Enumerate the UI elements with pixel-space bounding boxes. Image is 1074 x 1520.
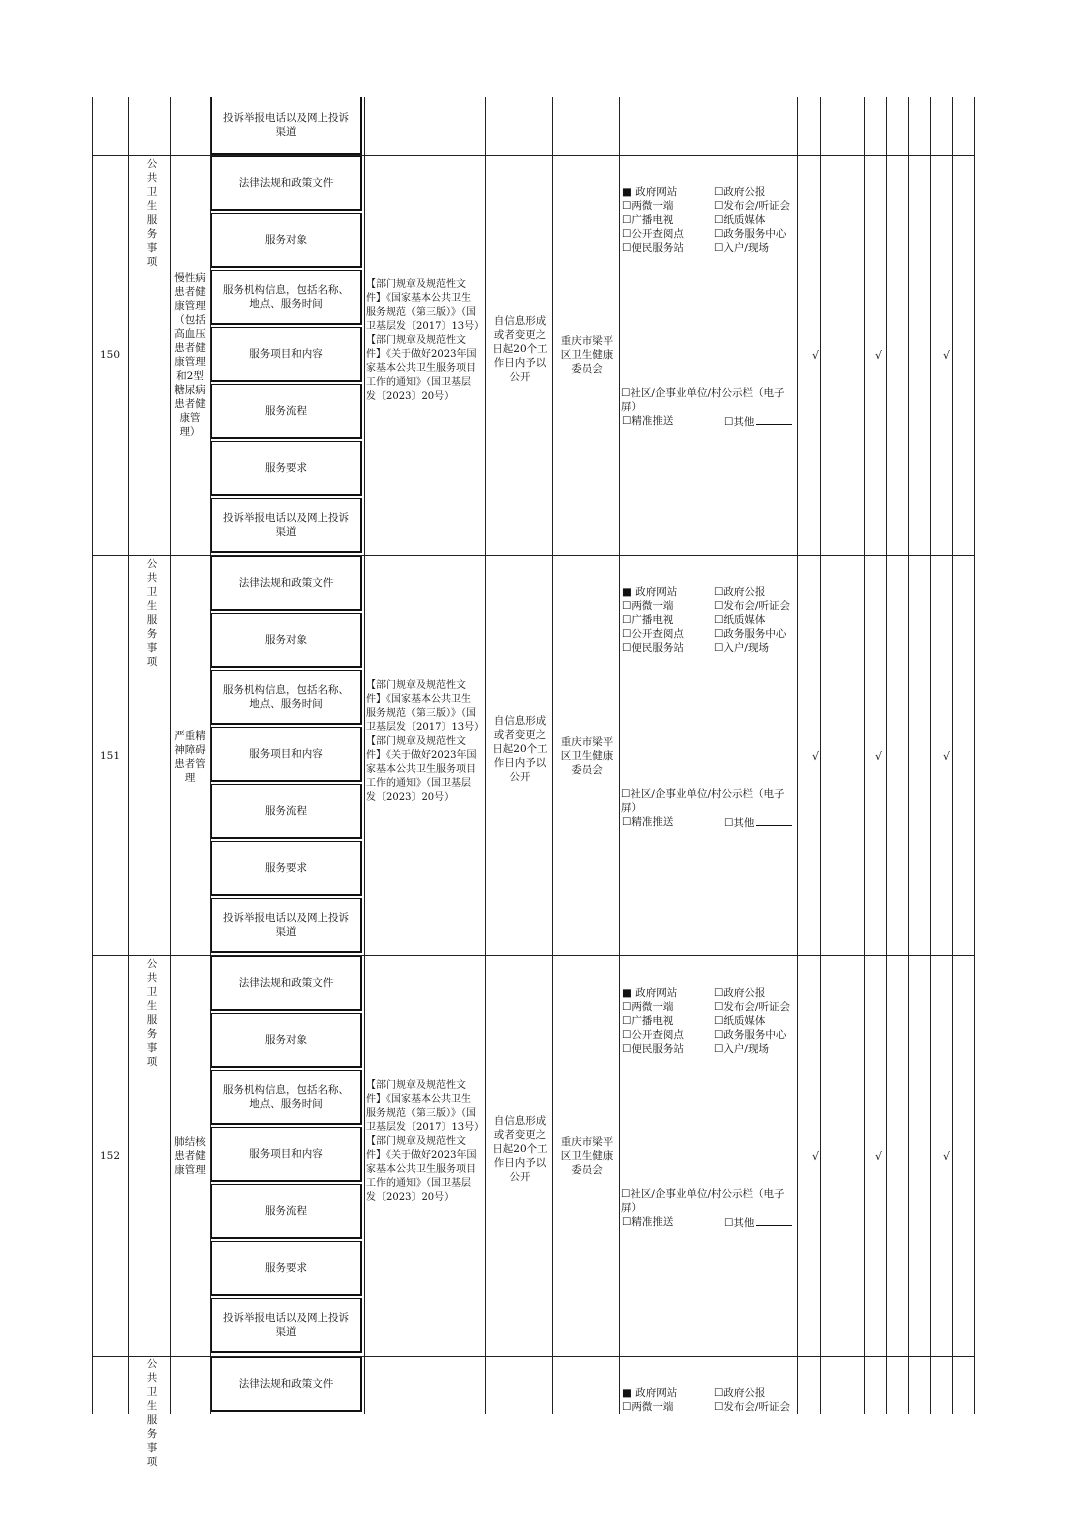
item-label: 法律法规和政策文件	[238, 977, 334, 989]
channel-press: ☐发布会/听证会	[714, 1001, 790, 1013]
item-label: 服务要求	[265, 1262, 307, 1274]
item-label: 服务流程	[265, 1205, 307, 1217]
grid-line	[170, 97, 171, 1414]
item-name: 慢性病患者健康管理（包括高血压患者健康管理和2型糖尿病患者健康管理）	[174, 272, 206, 438]
item-label: 法律法规和政策文件	[238, 177, 334, 189]
channel-paper: ☐纸质媒体	[714, 1015, 766, 1027]
channel-onsite: ☐入户/现场	[714, 1043, 769, 1055]
item-requirements	[211, 841, 362, 896]
item-requirements	[211, 441, 362, 496]
grid-line	[552, 97, 553, 1414]
channel-other-label: ☐其他	[724, 817, 755, 829]
channel-service-center: ☐政务服务中心	[714, 628, 787, 640]
item-label: 服务对象	[265, 1034, 307, 1046]
item-requirements	[211, 1241, 362, 1296]
item-org-info	[211, 670, 362, 725]
grid-line	[364, 97, 365, 1414]
time-limit: 自信息形成或者变更之日起20个工作日内予以公开	[492, 315, 548, 383]
channel-other	[724, 815, 792, 830]
grid-line	[974, 97, 975, 1414]
time-limit: 自信息形成或者变更之日起20个工作日内予以公开	[492, 715, 548, 783]
channel-other	[724, 1215, 792, 1230]
item-process	[211, 384, 362, 439]
channel-paper: ☐纸质媒体	[714, 614, 766, 626]
check-mark: √	[875, 750, 883, 763]
item-laws	[211, 156, 362, 211]
channel-gazette: ☐政府公报	[714, 987, 766, 999]
item-target	[211, 613, 362, 668]
legal-basis: 【部门规章及规范性文件】《国家基本公共卫生服务规范（第三版）》（国卫基层发〔2017〕13号）【部门规章及规范性文件】《关于做好2023年国家基本公共卫生服务项目工作的通知》（国卫基层发〔2023〕20号）	[366, 680, 480, 803]
grid-line	[820, 97, 821, 1414]
channel-reading: ☐公开查阅点	[622, 1029, 684, 1041]
channel-reading: ☐公开查阅点	[622, 228, 684, 240]
item-label: 服务机构信息，包括名称、地点、服务时间	[223, 284, 349, 310]
responsible-org: 重庆市梁平区卫生健康委员会	[560, 335, 614, 375]
channel-gov-site: ■ 政府网站	[622, 186, 678, 198]
item-label: 服务机构信息，包括名称、地点、服务时间	[223, 684, 349, 710]
category-label: 公共卫生服务事项	[146, 158, 158, 268]
check-mark: √	[943, 1150, 951, 1163]
channel-reading: ☐公开查阅点	[622, 628, 684, 640]
check-mark: √	[875, 349, 883, 362]
channel-precise: ☐精准推送	[622, 415, 674, 427]
channel-broadcast: ☐广播电视	[622, 1015, 674, 1027]
item-laws	[211, 956, 362, 1011]
item-label: 法律法规和政策文件	[238, 577, 334, 589]
item-name: 严重精神障碍患者管理	[174, 730, 206, 784]
item-label: 服务项目和内容	[249, 1148, 323, 1160]
grid-line	[797, 97, 798, 1414]
row-number: 152	[99, 1150, 121, 1162]
check-mark: √	[812, 750, 820, 763]
grid-line	[864, 97, 865, 1414]
check-mark: √	[812, 1150, 820, 1163]
fill-blank	[756, 815, 792, 826]
channel-press: ☐发布会/听证会	[714, 1401, 790, 1413]
item-label: 服务流程	[265, 805, 307, 817]
channel-onsite: ☐入户/现场	[714, 642, 769, 654]
channel-gazette: ☐政府公报	[714, 186, 766, 198]
item-label: 服务流程	[265, 405, 307, 417]
item-target	[211, 213, 362, 268]
item-label: 服务项目和内容	[249, 748, 323, 760]
item-laws	[211, 556, 362, 611]
channel-press: ☐发布会/听证会	[714, 200, 790, 212]
channel-community: ☐社区/企事业单位/村公示栏（电子屏）	[621, 387, 785, 413]
channel-service-center: ☐政务服务中心	[714, 228, 787, 240]
item-complaint	[211, 898, 362, 953]
grid-line	[886, 97, 887, 1414]
channel-onsite: ☐入户/现场	[714, 242, 769, 254]
channel-convenience: ☐便民服务站	[622, 1043, 684, 1055]
fill-blank	[756, 414, 792, 425]
item-project	[211, 327, 362, 382]
legal-basis: 【部门规章及规范性文件】《国家基本公共卫生服务规范（第三版）》（国卫基层发〔2017〕13号）【部门规章及规范性文件】《关于做好2023年国家基本公共卫生服务项目工作的通知》（国卫基层发〔2023〕20号）	[366, 1080, 480, 1203]
channel-other-label: ☐其他	[724, 416, 755, 428]
item-label: 服务机构信息，包括名称、地点、服务时间	[223, 1084, 349, 1110]
channel-two-micro: ☐两微一端	[622, 1001, 674, 1013]
channel-gov-site: ■ 政府网站	[622, 586, 678, 598]
grid-line	[908, 97, 909, 1414]
channel-two-micro: ☐两微一端	[622, 600, 674, 612]
channel-service-center: ☐政务服务中心	[714, 1029, 787, 1041]
channel-other-label: ☐其他	[724, 1217, 755, 1229]
item-label: 服务要求	[265, 462, 307, 474]
channel-community: ☐社区/企事业单位/村公示栏（电子屏）	[621, 1188, 785, 1214]
item-label: 服务对象	[265, 234, 307, 246]
item-complaint	[211, 97, 362, 155]
item-process	[211, 784, 362, 839]
channel-convenience: ☐便民服务站	[622, 242, 684, 254]
item-laws	[211, 1357, 362, 1412]
check-mark: √	[875, 1150, 883, 1163]
category-label: 公共卫生服务事项	[146, 1358, 158, 1468]
item-org-info	[211, 1070, 362, 1125]
channel-two-micro: ☐两微一端	[622, 1401, 674, 1413]
item-complaint	[211, 1298, 362, 1353]
responsible-org: 重庆市梁平区卫生健康委员会	[560, 736, 614, 776]
grid-line	[619, 97, 620, 1414]
channel-broadcast: ☐广播电视	[622, 214, 674, 226]
item-project	[211, 1127, 362, 1182]
item-label: 法律法规和政策文件	[238, 1378, 334, 1390]
item-label: 服务要求	[265, 862, 307, 874]
grid-line	[952, 97, 953, 1414]
grid-line	[930, 97, 931, 1414]
grid-line	[128, 97, 129, 1414]
item-label: 服务项目和内容	[249, 348, 323, 360]
channel-other	[724, 414, 792, 429]
channel-gov-site: ■ 政府网站	[622, 1387, 678, 1399]
item-process	[211, 1184, 362, 1239]
item-label: 投诉举报电话以及网上投诉渠道	[223, 1312, 349, 1338]
responsible-org: 重庆市梁平区卫生健康委员会	[560, 1136, 614, 1176]
row-number: 151	[99, 750, 121, 762]
channel-community: ☐社区/企事业单位/村公示栏（电子屏）	[621, 788, 785, 814]
legal-basis: 【部门规章及规范性文件】《国家基本公共卫生服务规范（第三版）》（国卫基层发〔2017〕13号）【部门规章及规范性文件】《关于做好2023年国家基本公共卫生服务项目工作的通知》（国卫基层发〔2023〕20号）	[366, 279, 480, 402]
channel-gov-site: ■ 政府网站	[622, 987, 678, 999]
check-mark: √	[943, 750, 951, 763]
fill-blank	[756, 1215, 792, 1226]
channel-two-micro: ☐两微一端	[622, 200, 674, 212]
channel-gazette: ☐政府公报	[714, 586, 766, 598]
item-label: 服务对象	[265, 634, 307, 646]
check-mark: √	[943, 349, 951, 362]
channel-paper: ☐纸质媒体	[714, 214, 766, 226]
item-label: 投诉举报电话以及网上投诉渠道	[223, 112, 349, 138]
time-limit: 自信息形成或者变更之日起20个工作日内予以公开	[492, 1115, 548, 1183]
item-label: 投诉举报电话以及网上投诉渠道	[223, 912, 349, 938]
channel-precise: ☐精准推送	[622, 1216, 674, 1228]
row-number: 150	[99, 349, 121, 361]
grid-line	[485, 97, 486, 1414]
item-complaint	[211, 498, 362, 553]
channel-gazette: ☐政府公报	[714, 1387, 766, 1399]
check-mark: √	[812, 349, 820, 362]
channel-broadcast: ☐广播电视	[622, 614, 674, 626]
item-target	[211, 1013, 362, 1068]
channel-precise: ☐精准推送	[622, 816, 674, 828]
channel-press: ☐发布会/听证会	[714, 600, 790, 612]
item-label: 投诉举报电话以及网上投诉渠道	[223, 512, 349, 538]
category-label: 公共卫生服务事项	[146, 958, 158, 1068]
category-label: 公共卫生服务事项	[146, 558, 158, 668]
channel-convenience: ☐便民服务站	[622, 642, 684, 654]
item-org-info	[211, 270, 362, 325]
item-project	[211, 727, 362, 782]
item-name: 肺结核患者健康管理	[174, 1136, 206, 1176]
